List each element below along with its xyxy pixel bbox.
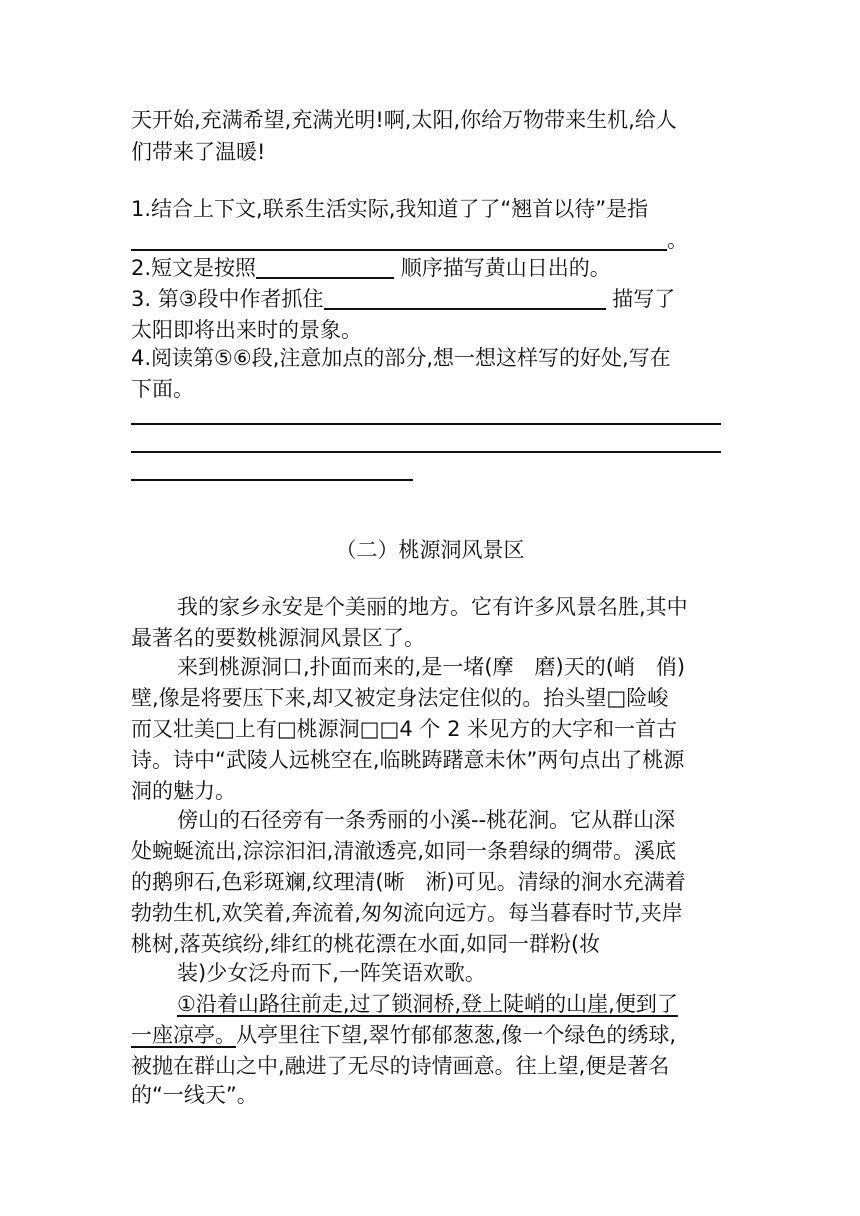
paragraph-line: 来到桃源洞口,扑面而来的,是一堵(摩 磨)天的(峭 俏) <box>177 655 686 679</box>
paragraph-line: 天开始,充满希望,充满光明!啊,太阳,你给万物带来生机,给人 <box>131 108 677 132</box>
period: 。 <box>667 228 688 252</box>
question-2-text-end: 顺序描写黄山日出的。 <box>394 256 611 280</box>
paragraph-line: 勃勃生机,欢笑着,奔流着,匆匆流向远方。每当暮春时节,夹岸 <box>131 901 683 925</box>
paragraph-line: 洞的魅力。 <box>131 779 236 803</box>
paragraph-line: 傍山的石径旁有一条秀丽的小溪--桃花涧。它从群山深 <box>177 808 676 832</box>
answer-blank[interactable] <box>324 286 606 310</box>
answer-line[interactable] <box>131 451 721 453</box>
question-3-text-end: 描写了 <box>605 287 676 311</box>
question-2-text: 2.短文是按照 <box>131 256 257 280</box>
paragraph-line: 诗。诗中“武陵人远桃空在,临眺踌躇意未休”两句点出了桃源 <box>131 748 685 772</box>
question-4-line2: 下面。 <box>131 377 194 401</box>
question-2 <box>131 252 611 284</box>
answer-line[interactable] <box>131 479 413 481</box>
paragraph-line: 壁,像是将要压下来,却又被定身法定住似的。抬头望□险峻 <box>131 686 669 710</box>
paragraph-line: 处蜿蜒流出,淙淙汩汩,清澈透亮,如同一条碧绿的绸带。溪底 <box>131 839 677 863</box>
paragraph-line <box>177 988 678 1020</box>
answer-line[interactable] <box>131 423 721 425</box>
paragraph-line: 的鹅卵石,色彩斑斓,纹理清(晰 淅)可见。清绿的涧水充满着 <box>131 870 686 894</box>
paragraph-line: 们带来了温暖! <box>131 140 266 164</box>
section-title: （二）桃源洞风景区 <box>335 538 525 562</box>
question-1: 1.结合上下文,联系生活实际,我知道了了“翘首以待”是指 <box>131 197 649 221</box>
answer-blank[interactable] <box>131 227 667 251</box>
question-3-line2: 太阳即将出来时的景象。 <box>131 318 362 342</box>
answer-blank[interactable] <box>256 255 394 279</box>
paragraph-line: 的“一线天”。 <box>131 1083 258 1107</box>
paragraph-line <box>131 1019 676 1051</box>
paragraph-line: 装)少女泛舟而下,一阵笑语欢歌。 <box>177 961 486 985</box>
paragraph-line: 我的家乡永安是个美丽的地方。它有许多风景名胜,其中 <box>177 595 688 619</box>
paragraph-text: 从亭里往下望,翠竹郁郁葱葱,像一个绿色的绣球, <box>236 1023 677 1047</box>
paragraph-line: 最著名的要数桃源洞风景区了。 <box>131 626 425 650</box>
paragraph-line: 被抛在群山之中,融进了无尽的诗情画意。往上望,便是著名 <box>131 1054 670 1078</box>
question-4: 4.阅读第⑤⑥段,注意加点的部分,想一想这样写的好处,写在 <box>131 346 671 370</box>
paragraph-line: 而又壮美□上有□桃源洞□□4 个 2 米见方的大字和一首古 <box>131 717 678 741</box>
underlined-sentence-end: 一座凉亭。 <box>131 1023 236 1047</box>
paragraph-line: 桃树,落英缤纷,绯红的桃花漂在水面,如同一群粉(妆 <box>131 932 601 956</box>
underlined-sentence: ①沿着山路往前走,过了锁洞桥,登上陡峭的山崖,便到了 <box>177 992 678 1016</box>
question-3 <box>131 283 675 315</box>
question-3-text: 3. 第③段中作者抓住 <box>131 287 324 311</box>
